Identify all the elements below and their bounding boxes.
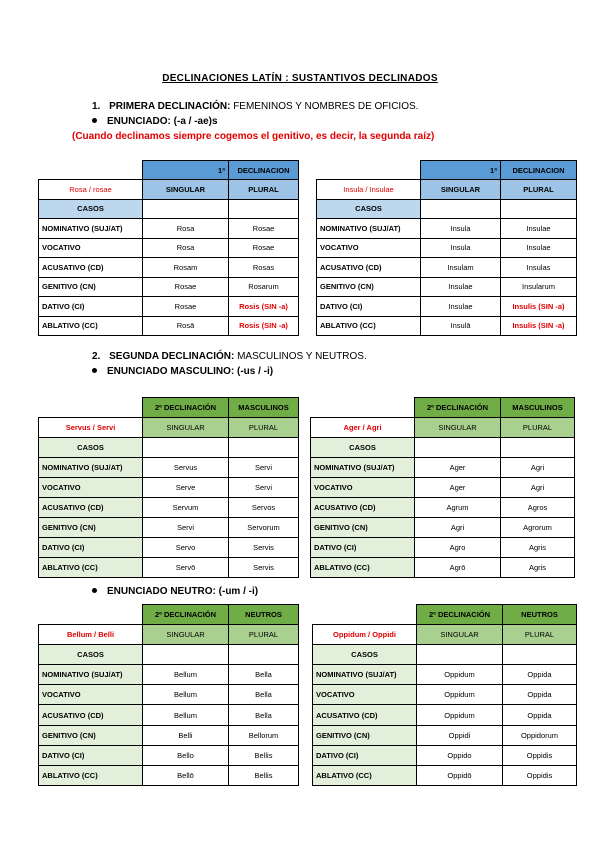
header-gender-cell: MASCULINOS bbox=[229, 398, 299, 418]
plural-form: Insulae bbox=[501, 238, 577, 258]
declension-table-6 bbox=[312, 604, 577, 786]
singular-header: SINGULAR bbox=[415, 417, 501, 437]
bullet-icon bbox=[92, 588, 97, 593]
empty-cell bbox=[39, 398, 143, 418]
case-name: GENITIVO (CN) bbox=[39, 277, 143, 297]
case-name: GENITIVO (CN) bbox=[313, 725, 417, 745]
singular-form: Rosa bbox=[143, 238, 229, 258]
empty-cell bbox=[229, 199, 299, 219]
empty-cell bbox=[229, 437, 299, 457]
case-name: VOCATIVO bbox=[39, 685, 143, 705]
table-row bbox=[39, 725, 299, 745]
plural-header: PLURAL bbox=[503, 624, 577, 644]
plural-form: Agros bbox=[501, 497, 575, 517]
declension-table-3 bbox=[38, 397, 299, 578]
plural-form: Agris bbox=[501, 537, 575, 557]
table-row bbox=[39, 497, 299, 517]
singular-form: Bellum bbox=[143, 685, 229, 705]
singular-form: Agro bbox=[415, 537, 501, 557]
first-heading-rest: FEMENINOS Y NOMBRES DE OFICIOS. bbox=[230, 101, 419, 112]
case-name: NOMINATIVO (SUJ/AT) bbox=[39, 457, 143, 477]
plural-form: Rosas bbox=[229, 258, 299, 278]
first-note: (Cuando declinamos siempre cogemos el genitivo, es decir, la segunda raíz) bbox=[72, 131, 435, 142]
case-name: ACUSATIVO (CD) bbox=[39, 705, 143, 725]
singular-form: Bellō bbox=[143, 766, 229, 786]
plural-form: Agris bbox=[501, 557, 575, 577]
second-heading-num: 2. bbox=[92, 351, 101, 362]
plural-header: PLURAL bbox=[229, 417, 299, 437]
case-name: ABLATIVO (CC) bbox=[39, 557, 143, 577]
empty-cell bbox=[501, 437, 575, 457]
case-name: VOCATIVO bbox=[317, 238, 421, 258]
plural-header: PLURAL bbox=[229, 624, 299, 644]
case-name: NOMINATIVO (SUJ/AT) bbox=[311, 457, 415, 477]
singular-header: SINGULAR bbox=[143, 624, 229, 644]
singular-form: Oppidō bbox=[417, 766, 503, 786]
singular-form: Serve bbox=[143, 477, 229, 497]
plural-form: Rosae bbox=[229, 238, 299, 258]
singular-form: Rosae bbox=[143, 277, 229, 297]
case-name: ACUSATIVO (CD) bbox=[311, 497, 415, 517]
case-name: VOCATIVO bbox=[311, 477, 415, 497]
case-name: DATIVO (CI) bbox=[39, 745, 143, 765]
table-row bbox=[313, 685, 577, 705]
table-row bbox=[39, 277, 299, 297]
plural-form: Insulae bbox=[501, 219, 577, 239]
second-enunciado-masc-text: ENUNCIADO MASCULINO: (-us / -i) bbox=[107, 366, 274, 377]
table-row bbox=[313, 725, 577, 745]
case-name: GENITIVO (CN) bbox=[317, 277, 421, 297]
declension-table-1 bbox=[38, 160, 299, 336]
table-row bbox=[311, 457, 575, 477]
plural-form: Oppida bbox=[503, 705, 577, 725]
plural-form: Bellis bbox=[229, 745, 299, 765]
singular-form: Ager bbox=[415, 477, 501, 497]
plural-form: Servi bbox=[229, 457, 299, 477]
plural-form: Bellorum bbox=[229, 725, 299, 745]
plural-form: Rosae bbox=[229, 219, 299, 239]
case-name: GENITIVO (CN) bbox=[39, 725, 143, 745]
plural-form: Agri bbox=[501, 477, 575, 497]
case-name: GENITIVO (CN) bbox=[311, 517, 415, 537]
word-label: Ager / Agri bbox=[311, 417, 415, 437]
plural-form: Bella bbox=[229, 705, 299, 725]
singular-form: Oppidum bbox=[417, 665, 503, 685]
plural-form: Servi bbox=[229, 477, 299, 497]
singular-form: Agri bbox=[415, 517, 501, 537]
header-gender-cell: MASCULINOS bbox=[501, 398, 575, 418]
plural-form: Oppidorum bbox=[503, 725, 577, 745]
table-row bbox=[39, 316, 299, 336]
case-name: ACUSATIVO (CD) bbox=[313, 705, 417, 725]
plural-header: PLURAL bbox=[501, 180, 577, 200]
case-name: DATIVO (CI) bbox=[39, 537, 143, 557]
singular-form: Insulā bbox=[421, 316, 501, 336]
plural-form: Servos bbox=[229, 497, 299, 517]
singular-header: SINGULAR bbox=[143, 417, 229, 437]
table-row bbox=[39, 297, 299, 317]
singular-form: Oppidi bbox=[417, 725, 503, 745]
table-row bbox=[39, 537, 299, 557]
word-label: Rosa / rosae bbox=[39, 180, 143, 200]
empty-cell bbox=[143, 437, 229, 457]
case-name: NOMINATIVO (SUJ/AT) bbox=[313, 665, 417, 685]
case-name: ABLATIVO (CC) bbox=[39, 316, 143, 336]
table-row bbox=[39, 557, 299, 577]
singular-form: Servi bbox=[143, 517, 229, 537]
table-row bbox=[39, 665, 299, 685]
singular-header: SINGULAR bbox=[421, 180, 501, 200]
table-row bbox=[311, 557, 575, 577]
singular-form: Oppidum bbox=[417, 685, 503, 705]
header-gender-cell: DECLINACION bbox=[229, 161, 299, 180]
declension-table-4 bbox=[310, 397, 575, 578]
table-row bbox=[39, 766, 299, 786]
plural-form: Insulis (SIN -a) bbox=[501, 316, 577, 336]
case-name: ABLATIVO (CC) bbox=[311, 557, 415, 577]
empty-cell bbox=[421, 199, 501, 219]
table-row bbox=[313, 665, 577, 685]
case-name: ACUSATIVO (CD) bbox=[317, 258, 421, 278]
plural-header: PLURAL bbox=[229, 180, 299, 200]
empty-cell bbox=[143, 199, 229, 219]
word-label: Bellum / Belli bbox=[39, 624, 143, 644]
first-enunciado-text: ENUNCIADO: (-a / -ae)s bbox=[107, 116, 218, 127]
empty-cell bbox=[229, 644, 299, 664]
empty-cell bbox=[39, 161, 143, 180]
bullet-icon bbox=[92, 118, 97, 123]
declension-table-5 bbox=[38, 604, 299, 786]
page-title: DECLINACIONES LATÍN : SUSTANTIVOS DECLINADOS bbox=[162, 73, 438, 84]
singular-header: SINGULAR bbox=[417, 624, 503, 644]
header-declension-cell: 2º DECLINACIÓN bbox=[143, 605, 229, 625]
singular-form: Ager bbox=[415, 457, 501, 477]
singular-form: Insula bbox=[421, 238, 501, 258]
header-declension-cell: 1ª bbox=[421, 161, 501, 180]
singular-form: Bellum bbox=[143, 705, 229, 725]
singular-header: SINGULAR bbox=[143, 180, 229, 200]
empty-cell bbox=[39, 605, 143, 625]
singular-form: Servum bbox=[143, 497, 229, 517]
case-name: NOMINATIVO (SUJ/AT) bbox=[39, 219, 143, 239]
singular-form: Insulae bbox=[421, 297, 501, 317]
singular-form: Insulam bbox=[421, 258, 501, 278]
casos-header: CASOS bbox=[313, 644, 417, 664]
plural-form: Servis bbox=[229, 537, 299, 557]
second-heading-bold: SEGUNDA DECLINACIÓN: bbox=[109, 351, 235, 362]
plural-form: Servorum bbox=[229, 517, 299, 537]
case-name: DATIVO (CI) bbox=[39, 297, 143, 317]
case-name: ABLATIVO (CC) bbox=[317, 316, 421, 336]
plural-form: Rosis (SIN -a) bbox=[229, 316, 299, 336]
header-declension-cell: 2º DECLINACIÓN bbox=[417, 605, 503, 625]
table-row bbox=[39, 258, 299, 278]
case-name: ACUSATIVO (CD) bbox=[39, 497, 143, 517]
casos-header: CASOS bbox=[39, 437, 143, 457]
header-declension-cell: 1ª bbox=[143, 161, 229, 180]
first-enunciado bbox=[92, 116, 218, 127]
casos-header: CASOS bbox=[317, 199, 421, 219]
empty-cell bbox=[415, 437, 501, 457]
singular-form: Bellum bbox=[143, 665, 229, 685]
plural-form: Rosis (SIN -a) bbox=[229, 297, 299, 317]
empty-cell bbox=[503, 644, 577, 664]
table-row bbox=[39, 238, 299, 258]
word-label: Oppidum / Oppidi bbox=[313, 624, 417, 644]
plural-form: Insulas bbox=[501, 258, 577, 278]
header-gender-cell: NEUTROS bbox=[503, 605, 577, 625]
table-row bbox=[317, 258, 577, 278]
singular-form: Servus bbox=[143, 457, 229, 477]
table-row bbox=[313, 766, 577, 786]
table-row bbox=[311, 497, 575, 517]
plural-form: Oppidis bbox=[503, 766, 577, 786]
empty-cell bbox=[313, 605, 417, 625]
casos-header: CASOS bbox=[39, 199, 143, 219]
first-heading-bold: PRIMERA DECLINACIÓN: bbox=[109, 101, 231, 112]
table-row bbox=[39, 219, 299, 239]
plural-form: Oppida bbox=[503, 665, 577, 685]
declension-table-2 bbox=[316, 160, 577, 336]
header-gender-cell: DECLINACION bbox=[501, 161, 577, 180]
empty-cell bbox=[417, 644, 503, 664]
casos-header: CASOS bbox=[39, 644, 143, 664]
first-heading-num: 1. bbox=[92, 101, 101, 112]
table-row bbox=[39, 457, 299, 477]
empty-cell bbox=[311, 398, 415, 418]
singular-form: Bello bbox=[143, 745, 229, 765]
table-row bbox=[317, 238, 577, 258]
singular-form: Insulae bbox=[421, 277, 501, 297]
singular-form: Servō bbox=[143, 557, 229, 577]
plural-form: Agri bbox=[501, 457, 575, 477]
table-row bbox=[311, 517, 575, 537]
plural-form: Rosarum bbox=[229, 277, 299, 297]
case-name: GENITIVO (CN) bbox=[39, 517, 143, 537]
second-enunciado-masc bbox=[92, 366, 273, 377]
singular-form: Servo bbox=[143, 537, 229, 557]
second-enunciado-neutro-text: ENUNCIADO NEUTRO: (-um / -i) bbox=[107, 586, 259, 597]
singular-form: Agrum bbox=[415, 497, 501, 517]
empty-cell bbox=[501, 199, 577, 219]
plural-form: Oppidis bbox=[503, 745, 577, 765]
case-name: ABLATIVO (CC) bbox=[313, 766, 417, 786]
first-declension-heading bbox=[92, 101, 418, 112]
table-row bbox=[311, 537, 575, 557]
case-name: DATIVO (CI) bbox=[317, 297, 421, 317]
plural-form: Insulis (SIN -a) bbox=[501, 297, 577, 317]
plural-header: PLURAL bbox=[501, 417, 575, 437]
singular-form: Rosa bbox=[143, 219, 229, 239]
singular-form: Rosae bbox=[143, 297, 229, 317]
plural-form: Insularum bbox=[501, 277, 577, 297]
singular-form: Oppido bbox=[417, 745, 503, 765]
singular-form: Agrō bbox=[415, 557, 501, 577]
table-row bbox=[317, 219, 577, 239]
case-name: DATIVO (CI) bbox=[313, 745, 417, 765]
case-name: NOMINATIVO (SUJ/AT) bbox=[317, 219, 421, 239]
header-declension-cell: 2º DECLINACIÓN bbox=[415, 398, 501, 418]
table-row bbox=[39, 705, 299, 725]
plural-form: Agrorum bbox=[501, 517, 575, 537]
second-enunciado-neutro bbox=[92, 586, 258, 597]
table-row bbox=[39, 517, 299, 537]
word-label: Insula / Insulae bbox=[317, 180, 421, 200]
singular-form: Rosā bbox=[143, 316, 229, 336]
table-row bbox=[313, 745, 577, 765]
singular-form: Rosam bbox=[143, 258, 229, 278]
plural-form: Bella bbox=[229, 665, 299, 685]
table-row bbox=[317, 277, 577, 297]
header-declension-cell: 2º DECLINACIÓN bbox=[143, 398, 229, 418]
case-name: ABLATIVO (CC) bbox=[39, 766, 143, 786]
second-declension-heading bbox=[92, 351, 367, 362]
table-row bbox=[317, 316, 577, 336]
word-label: Servus / Servi bbox=[39, 417, 143, 437]
case-name: NOMINATIVO (SUJ/AT) bbox=[39, 665, 143, 685]
plural-form: Bella bbox=[229, 685, 299, 705]
bullet-icon bbox=[92, 368, 97, 373]
singular-form: Belli bbox=[143, 725, 229, 745]
plural-form: Bellis bbox=[229, 766, 299, 786]
table-row bbox=[39, 745, 299, 765]
empty-cell bbox=[143, 644, 229, 664]
table-row bbox=[317, 297, 577, 317]
empty-cell bbox=[317, 161, 421, 180]
table-row bbox=[39, 477, 299, 497]
case-name: VOCATIVO bbox=[313, 685, 417, 705]
case-name: VOCATIVO bbox=[39, 238, 143, 258]
case-name: VOCATIVO bbox=[39, 477, 143, 497]
table-row bbox=[39, 685, 299, 705]
header-gender-cell: NEUTROS bbox=[229, 605, 299, 625]
table-row bbox=[311, 477, 575, 497]
second-heading-rest: MASCULINOS Y NEUTROS. bbox=[234, 351, 367, 362]
case-name: ACUSATIVO (CD) bbox=[39, 258, 143, 278]
table-row bbox=[313, 705, 577, 725]
singular-form: Oppidum bbox=[417, 705, 503, 725]
singular-form: Insula bbox=[421, 219, 501, 239]
plural-form: Servis bbox=[229, 557, 299, 577]
plural-form: Oppida bbox=[503, 685, 577, 705]
casos-header: CASOS bbox=[311, 437, 415, 457]
case-name: DATIVO (CI) bbox=[311, 537, 415, 557]
